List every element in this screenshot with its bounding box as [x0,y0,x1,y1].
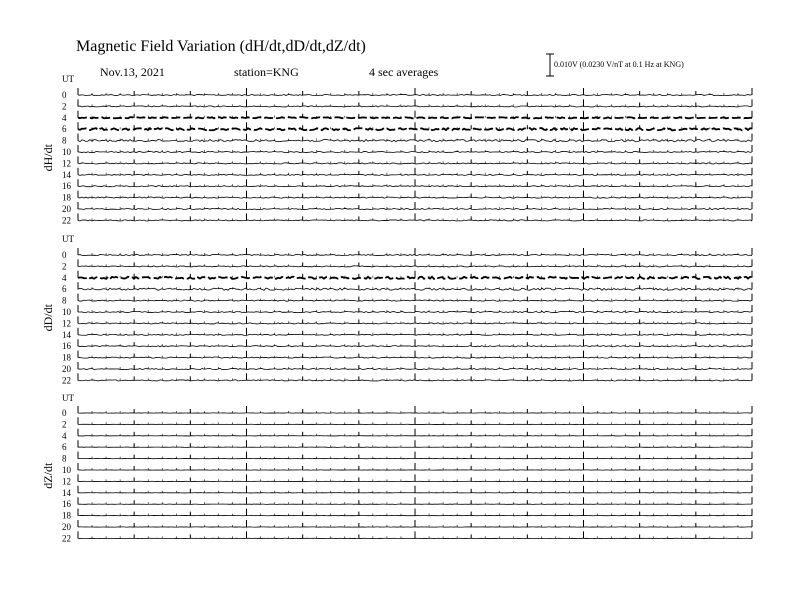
row-label-12: 12 [62,158,71,169]
row-label-18: 18 [62,510,71,521]
row-label-4: 4 [62,272,67,283]
panel-y-label: dZ/dt [41,462,55,489]
row-label-14: 14 [62,329,71,340]
row-label-6: 6 [62,124,67,135]
scale-label: 0.010V (0.0230 V/nT at 0.1 Hz at KNG) [554,60,684,69]
averaging-label: 4 sec averages [369,65,439,79]
row-label-0: 0 [62,250,67,260]
row-label-20: 20 [62,364,71,374]
row-label-18: 18 [62,192,71,203]
row-label-8: 8 [62,135,67,146]
row-label-20: 20 [62,522,71,532]
row-label-12: 12 [62,476,71,487]
ut-axis-label: UT [62,393,74,403]
ut-axis-label: UT [62,234,74,244]
panel-y-label: dD/dt [41,304,55,332]
row-label-22: 22 [62,215,71,226]
row-label-10: 10 [62,307,71,317]
row-label-6: 6 [62,284,67,295]
scale-bar [546,54,554,76]
row-label-20: 20 [62,204,71,214]
row-label-2: 2 [62,261,67,272]
station-label: station=KNG [234,65,299,79]
row-label-8: 8 [62,453,67,464]
panel-dh-dt [41,74,752,225]
row-label-10: 10 [62,465,71,475]
panel-y-label: dH/dt [41,144,55,172]
row-label-0: 0 [62,90,67,100]
row-label-2: 2 [62,101,67,112]
row-label-14: 14 [62,169,71,180]
row-label-6: 6 [62,442,67,453]
row-label-14: 14 [62,487,71,498]
row-label-4: 4 [62,430,67,441]
row-label-22: 22 [62,533,71,544]
row-label-16: 16 [62,499,71,510]
row-label-16: 16 [62,341,71,352]
row-label-22: 22 [62,375,71,386]
row-label-10: 10 [62,147,71,157]
ut-axis-label: UT [62,74,74,84]
row-label-8: 8 [62,295,67,306]
row-label-16: 16 [62,181,71,192]
row-label-18: 18 [62,352,71,363]
row-label-2: 2 [62,419,67,430]
panel-dd-dt [41,234,752,385]
row-label-4: 4 [62,112,67,123]
date-label: Nov.13, 2021 [100,65,165,79]
row-label-0: 0 [62,408,67,418]
row-label-12: 12 [62,318,71,329]
panel-dz-dt [41,393,752,543]
chart-title: Magnetic Field Variation (dH/dt,dD/dt,dZ/dt) [76,38,366,55]
